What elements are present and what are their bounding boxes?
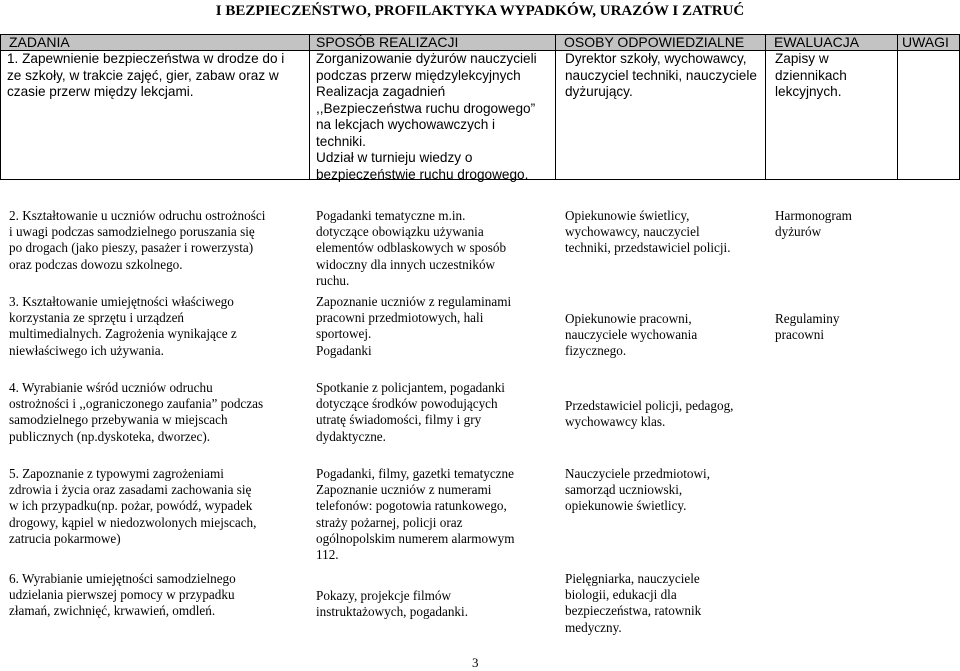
header-uwagi: UWAGI	[902, 34, 949, 50]
row5-method: Pogadanki, filmy, gazetki tematyczne Zapoznanie uczniów z numerami telefonów: pogotowia ratunkowego, straży pożarnej, policji oraz ogólnopolskim numerem alarmowym 112.	[316, 466, 515, 563]
row4-method: Spotkanie z policjantem, pogadanki dotyczące środków powodujących utratę świadomości, filmy i gry dydaktyczne.	[316, 380, 505, 444]
row2-persons: Opiekunowie świetlicy, wychowawcy, nauczyciel techniki, przedstawiciel policji.	[565, 208, 731, 256]
row1-evaluation: Zapisy w dziennikach lekcyjnych.	[775, 51, 847, 99]
col-border-4	[897, 34, 898, 179]
col-border-3	[765, 34, 766, 179]
row5-task: 5. Zapoznanie z typowymi zagrożeniami zdrowia i życia oraz zasadami zachowania się w ich przypadku(np. pożar, powódź, wypadek drogowy, kąpiel w niedozwolonych miejscach, zatrucia pokarmowe)	[9, 466, 257, 546]
header-sposob-realizacji: SPOSÓB REALIZACJI	[316, 34, 459, 50]
row3-method: Zapoznanie uczniów z regulaminami pracowni przedmiotowych, hali sportowej. Pogadanki	[316, 294, 512, 358]
col-border-0	[0, 34, 1, 179]
row2-method: Pogadanki tematyczne m.in. dotyczące obowiązku używania elementów odblaskowych w sposób widoczny dla innych uczestników ruchu.	[316, 208, 507, 288]
col-border-1	[309, 34, 310, 179]
document-title: I BEZPIECZEŃSTWO, PROFILAKTYKA WYPADKÓW, URAZÓW I ZATRUĆ	[215, 3, 745, 19]
row4-task: 4. Wyrabianie wśród uczniów odruchu ostrożności i ,,ograniczonego zaufania” podczas samodzielnego przebywania w miejscach publicznych (np.dyskoteka, dworzec).	[9, 380, 264, 444]
header-ewaluacja: EWALUACJA	[774, 34, 860, 50]
row3-persons: Opiekunowie pracowni, nauczyciele wychowania fizycznego.	[565, 311, 698, 359]
row4-persons: Przedstawiciel policji, pedagog, wychowawcy klas.	[565, 398, 734, 430]
header-zadania: ZADANIA	[9, 34, 70, 50]
row1-persons: Dyrektor szkoły, wychowawcy, nauczyciel techniki, nauczyciele dyżurujący.	[565, 51, 757, 99]
row2-evaluation: Harmonogram dyżurów	[775, 208, 852, 240]
row1-method: Zorganizowanie dyżurów nauczycieli podczas przerw międzylekcyjnych Realizacja zagadnień ,,Bezpieczeństwa ruchu drogowego” na lekcjach wychowawczych i techniki. Udział w turnieju wiedzy o bezpieczeństwie ruchu drogowego.	[316, 51, 537, 182]
row5-persons: Nauczyciele przedmiotowi, samorząd uczniowski, opiekunowie świetlicy.	[565, 466, 710, 514]
row3-task: 3. Kształtowanie umiejętności właściwego korzystania ze sprzętu i urządzeń multimedialnych. Zagrożenia wynikające z niewłaściwego ich używania.	[9, 294, 237, 358]
row6-method: Pokazy, projekcje filmów instruktażowych, pogadanki.	[316, 588, 468, 620]
row6-persons: Pielęgniarka, nauczyciele biologii, edukacji dla bezpieczeństwa, ratownik medyczny.	[565, 571, 702, 635]
row2-task: 2. Kształtowanie u uczniów odruchu ostrożności i uwagi podczas samodzielnego poruszania się po drogach (jako pieszy, pasażer i rowerzysta) oraz podczas dowozu szkolnego.	[9, 208, 266, 272]
row1-task: 1. Zapewnienie bezpieczeństwa w drodze do i ze szkoły, w trakcie zajęć, gier, zabaw oraz w czasie przerw między lekcjami.	[7, 51, 285, 99]
row6-task: 6. Wyrabianie umiejętności samodzielnego udzielania pierwszej pomocy w przypadku złamań, zwichnięć, krwawień, omdleń.	[9, 571, 236, 619]
row3-evaluation: Regulaminy pracowni	[775, 311, 840, 343]
header-osoby-odpowiedzialne: OSOBY ODPOWIEDZIALNE	[564, 34, 745, 50]
col-border-2	[555, 34, 556, 179]
page-number: 3	[472, 655, 479, 670]
